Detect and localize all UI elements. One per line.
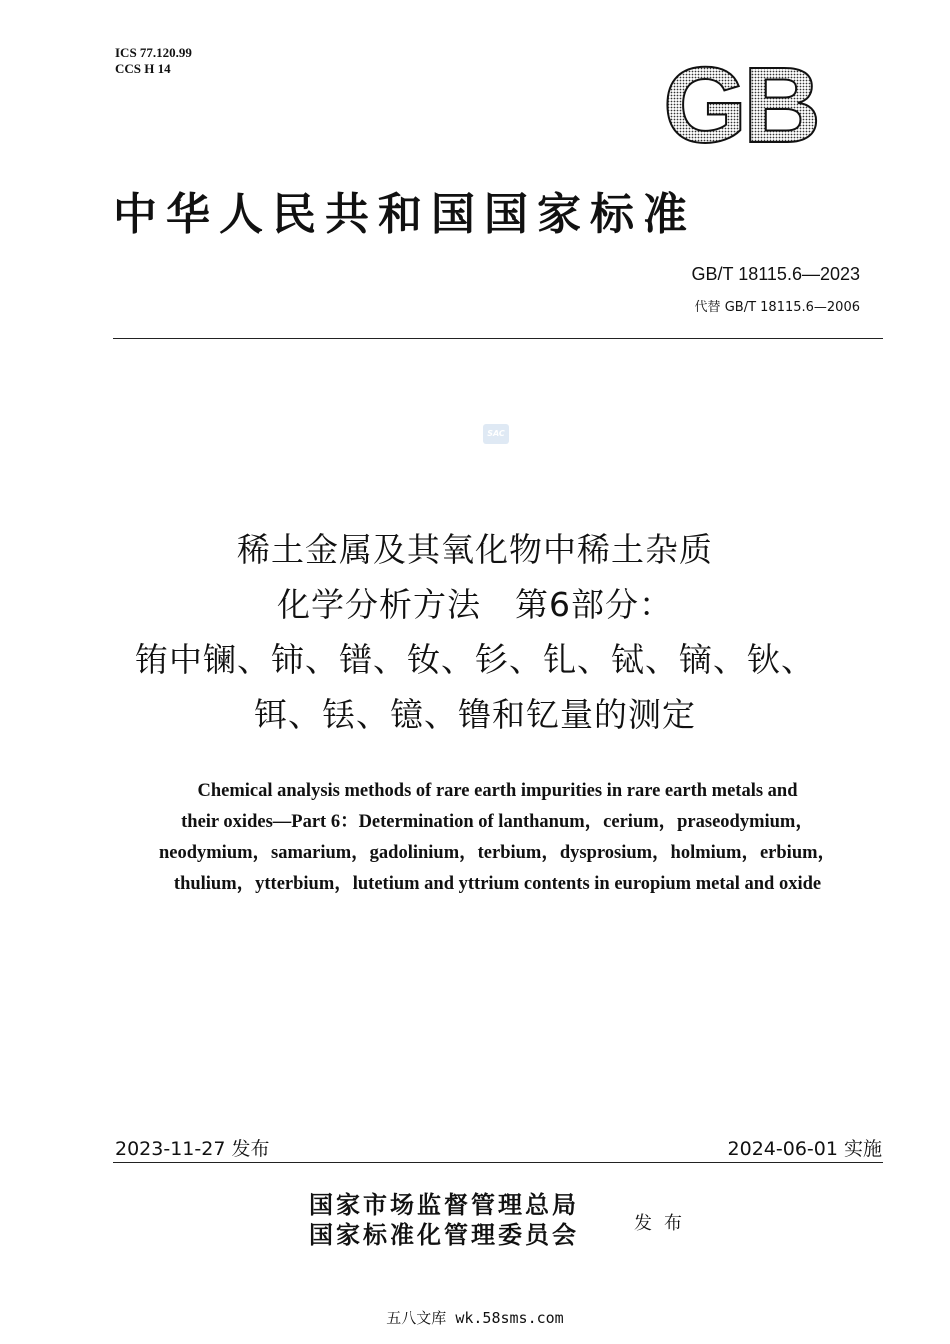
english-title-line-3: neodymium，samarium，gadolinium，terbium，dysprosium，holmium，erbium，: [158, 843, 837, 863]
country-standard-title: 中华人民共和国国家标准: [113, 189, 696, 240]
english-title: [95, 776, 900, 900]
english-title-line-1: Chemical analysis methods of rare earth impurities in rare earth metals and: [197, 781, 798, 801]
replaces-label: 代替: [694, 300, 721, 315]
classification-codes: [115, 45, 192, 77]
implementation-date: 2024-06-01 实施: [727, 1138, 882, 1160]
chinese-title-line-4: 铒、铥、镱、镥和钇量的测定: [254, 695, 696, 734]
header-divider: [113, 338, 883, 339]
standard-number: GB/T 18115.6—2023: [691, 264, 860, 284]
ccs-code: CCS H 14: [115, 61, 171, 76]
english-title-line-2: their oxides—Part 6：Determination of lanthanum，cerium，praseodymium，: [181, 812, 814, 832]
chinese-title-line-1: 稀土金属及其氧化物中稀土杂质: [237, 530, 713, 569]
chinese-title-line-2: 化学分析方法 第6部分：: [277, 585, 673, 624]
issuer-samr: 国家市场监督管理总局: [309, 1190, 579, 1219]
footer-divider: [113, 1162, 883, 1163]
gb-logo: [646, 58, 834, 150]
issue-label: 发布: [634, 1213, 694, 1234]
english-title-line-4: thulium，ytterbium，lutetium and yttrium contents in europium metal and oxide: [173, 874, 822, 894]
site-watermark: 五八文库 wk.58sms.com: [386, 1309, 564, 1327]
ics-code: ICS 77.120.99: [115, 45, 192, 60]
chinese-title: [60, 522, 890, 742]
issuer-sac: 国家标准化管理委员会: [309, 1220, 579, 1249]
replaces-number: GB/T 18115.6—2006: [724, 300, 860, 315]
publish-date: 2023-11-27 发布: [115, 1138, 270, 1160]
replaces-line: [695, 296, 860, 315]
chinese-title-line-3: 铕中镧、铈、镨、钕、钐、钆、铽、镝、钬、: [135, 640, 815, 679]
issuing-authorities: [309, 1190, 579, 1250]
sac-watermark-mark: SAC: [483, 424, 509, 444]
gb-logo-text: GB: [663, 58, 817, 150]
